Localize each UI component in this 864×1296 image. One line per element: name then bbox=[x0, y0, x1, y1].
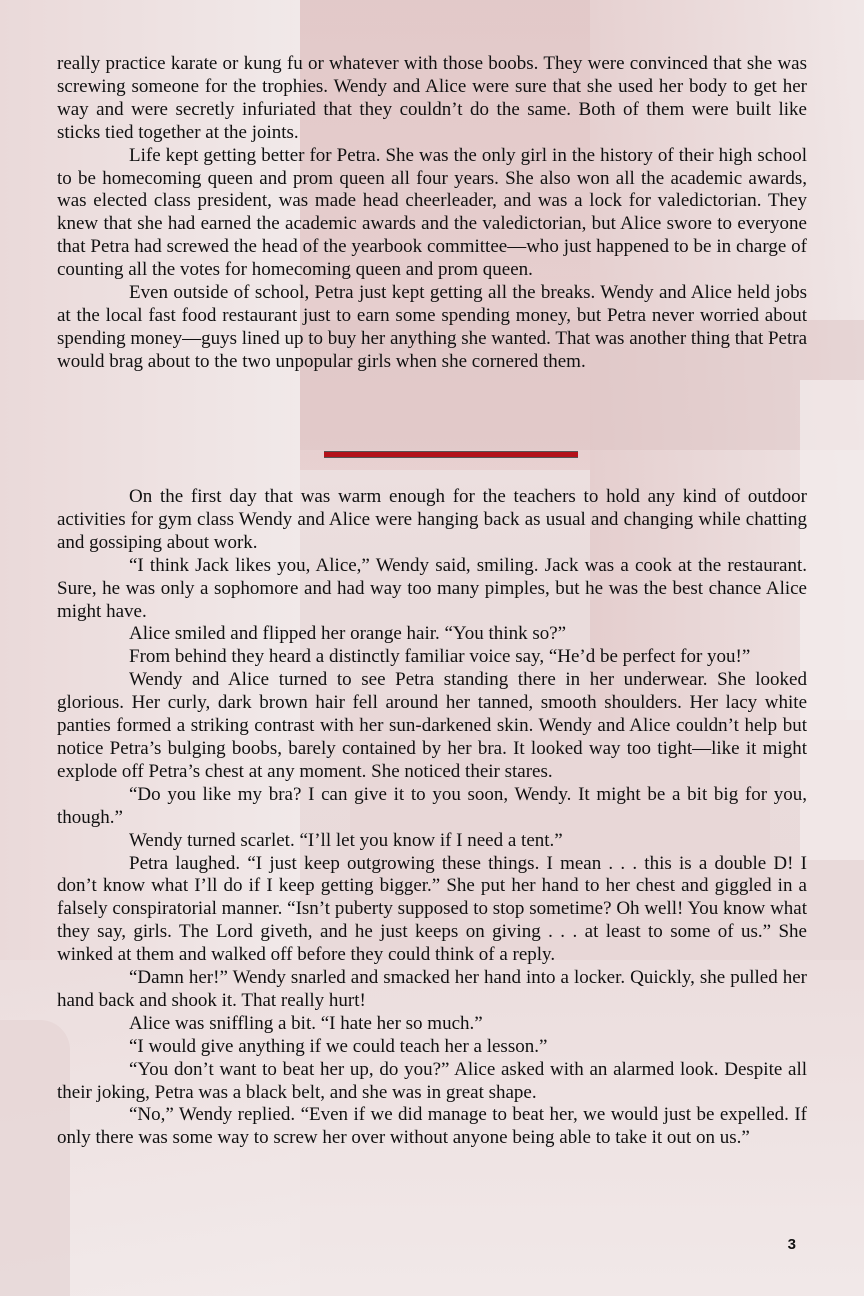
paragraph: “Damn her!” Wendy snarled and smacked her hand into a locker. Quickly, she pulled her hand back and shook it. That really hurt! bbox=[57, 967, 807, 1011]
paragraph: From behind they heard a distinctly familiar voice say, “He’d be perfect for you!” bbox=[129, 646, 751, 668]
paragraph: “I think Jack likes you, Alice,” Wendy said, smiling. Jack was a cook at the restaurant. Sure, he was only a sophomore and had way too many pimples, but he was the best chance Alice might have. bbox=[57, 554, 807, 622]
paragraph: Life kept getting better for Petra. She was the only girl in the history of their high school to be homecoming queen and prom queen all four years. She also won all the academic awards, was elected class president, was made head cheerleader, and was a lock for valedictorian. They knew that she had earned the academic awards and the valedictorian, but Alice swore to everyone that Petra had screwed the head of the yearbook committee—who just happened to be in charge of counting all the votes for homecoming queen and prom queen. bbox=[57, 144, 807, 281]
section-one bbox=[57, 53, 807, 374]
paragraph: On the first day that was warm enough for the teachers to hold any kind of outdoor activities for gym class Wendy and Alice were hanging back as usual and changing while chatting and gossiping about work. bbox=[57, 486, 807, 553]
paragraph: “No,” Wendy replied. “Even if we did manage to beat her, we would just be expelled. If only there was some way to screw her over without anyone being able to take it out on us.” bbox=[57, 1104, 807, 1149]
paragraph: Even outside of school, Petra just kept getting all the breaks. Wendy and Alice held jobs at the local fast food restaurant just to earn some spending money, but Petra never worried about spending money—guys lined up to buy her anything she wanted. That was another thing that Petra would brag about to the two unpopular girls when she cornered them. bbox=[57, 282, 808, 372]
paragraph: Petra laughed. “I just keep outgrowing these things. I mean . . . this is a double D! I don’t know what I’ll do if I keep getting bigger.” She put her hand to her chest and giggled in a falsely conspiratorial manner. “Isn’t puberty supposed to stop sometime? Oh well! You know what they say, girls. The Lord giveth, and he just keeps on giving . . . at least to some of us.” She winked at them and walked off before they could think of a reply. bbox=[57, 852, 807, 966]
paragraph: “I would give anything if we could teach her a lesson.” bbox=[129, 1035, 548, 1057]
paragraph: “Do you like my bra? I can give it to you soon, Wendy. It might be a bit big for you, though.” bbox=[57, 783, 807, 828]
section-divider bbox=[324, 451, 578, 458]
paragraph: “You don’t want to beat her up, do you?” Alice asked with an alarmed look. Despite all their joking, Petra was a black belt, and she was in great shape. bbox=[57, 1058, 807, 1103]
page-number: 3 bbox=[787, 1236, 796, 1253]
paragraph: Alice was sniffling a bit. “I hate her so much.” bbox=[129, 1012, 483, 1034]
divider-bar bbox=[324, 451, 578, 458]
paragraph: really practice karate or kung fu or whatever with those boobs. They were convinced that she was screwing someone for the trophies. Wendy and Alice were sure that she used her body to get her way and were secretly infuriated that they couldn’t do the same. Both of them were built like sticks tied together at the joints. bbox=[57, 53, 807, 143]
paragraph: Wendy turned scarlet. “I’ll let you know if I need a tent.” bbox=[129, 829, 563, 851]
paragraph: Wendy and Alice turned to see Petra standing there in her underwear. She looked glorious. Her curly, dark brown hair fell around her tanned, smooth shoulders. Her lacy white panties formed a striking contrast with her sun-darkened skin. Wendy and Alice couldn’t help but notice Petra’s bulging boobs, barely contained by her bra. It looked way too tight—like it might explode off Petra’s chest at any moment. She noticed their stares. bbox=[57, 669, 807, 782]
paragraph: Alice smiled and flipped her orange hair. “You think so?” bbox=[129, 623, 567, 645]
section-two bbox=[57, 486, 807, 1150]
